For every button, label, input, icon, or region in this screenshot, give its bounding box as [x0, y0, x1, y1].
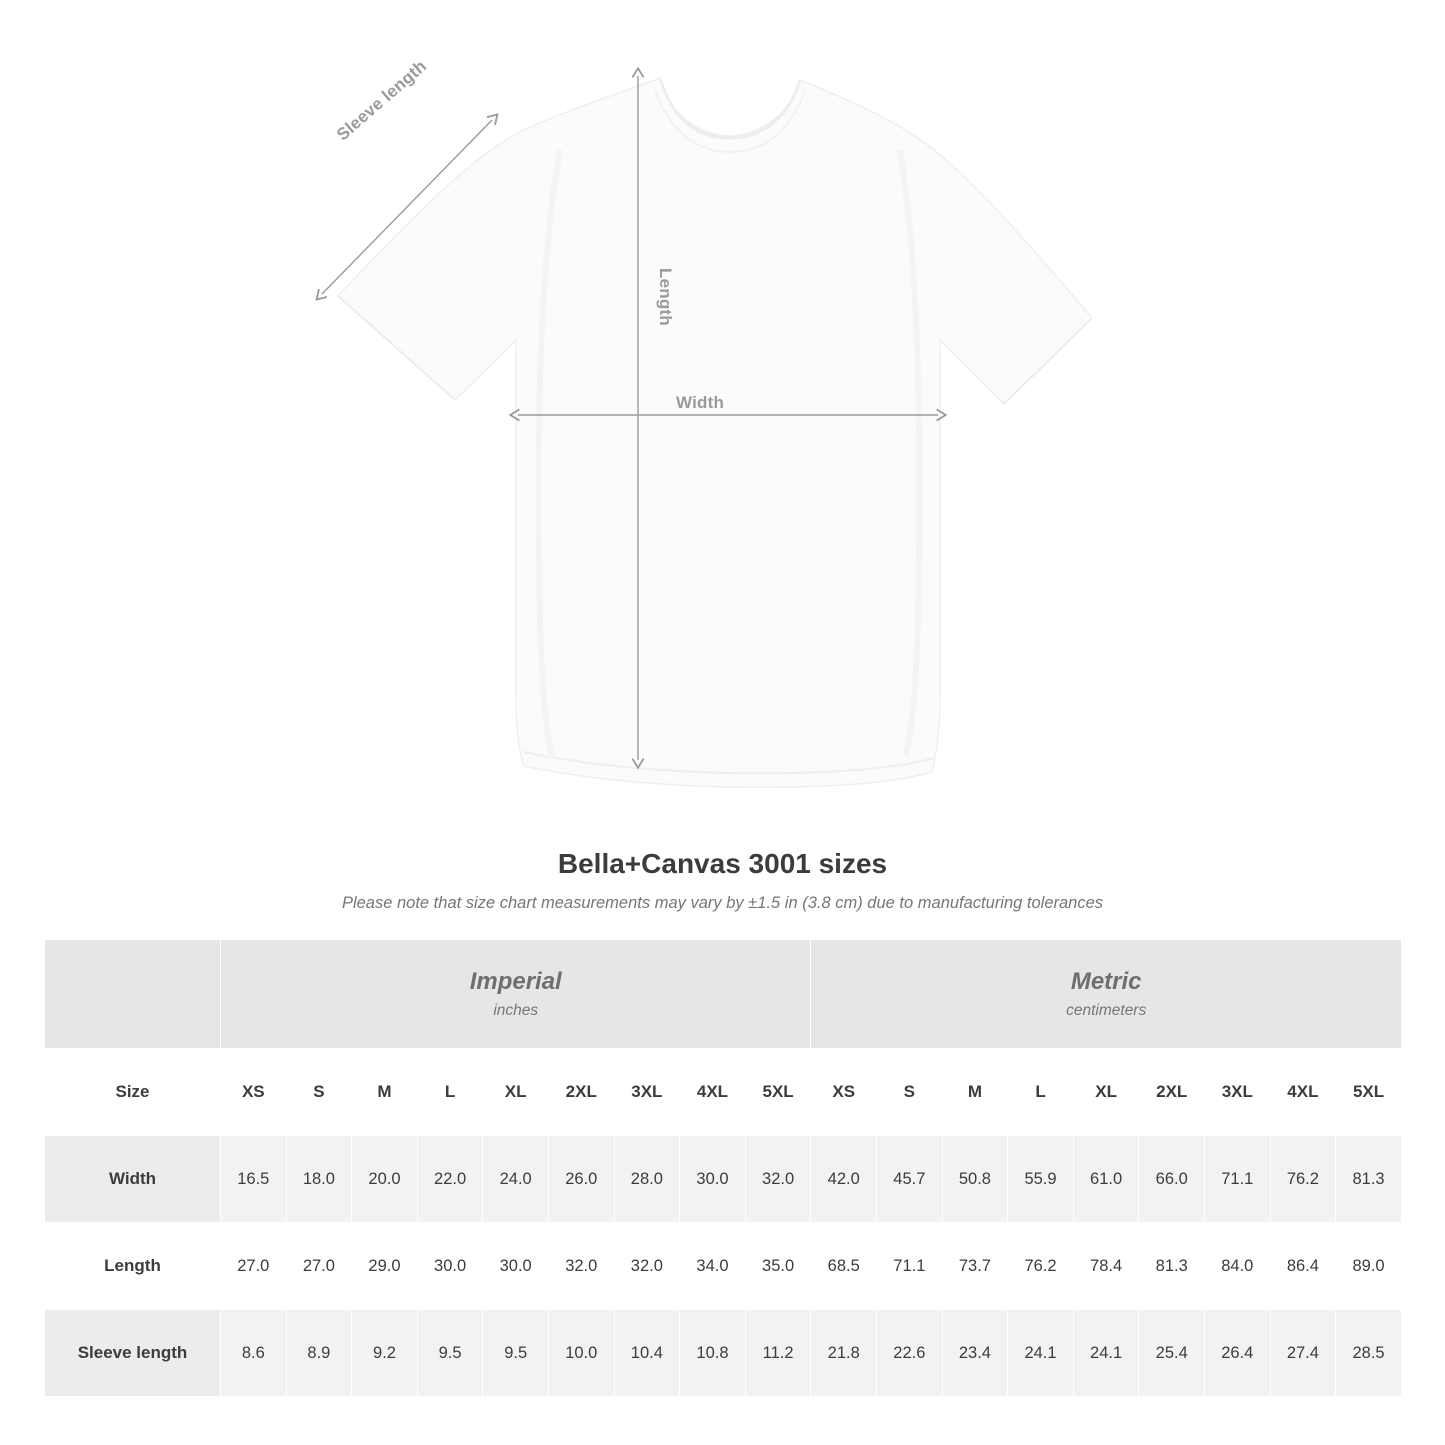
header-size-s-metric: S — [877, 1049, 943, 1136]
tshirt-shape — [338, 78, 1092, 787]
row-label-width: Width — [45, 1136, 221, 1223]
cell-length-11: 73.7 — [942, 1223, 1008, 1310]
header-size-4xl-imperial: 4XL — [680, 1049, 746, 1136]
header-size-2xl-metric: 2XL — [1139, 1049, 1205, 1136]
unit-header-imperial — [221, 940, 811, 1049]
cell-length-7: 34.0 — [680, 1223, 746, 1310]
cell-length-6: 32.0 — [614, 1223, 680, 1310]
unit-name-metric: Metric — [1070, 968, 1142, 996]
cell-sleeve-5: 10.0 — [548, 1310, 614, 1397]
cell-sleeve-15: 26.4 — [1205, 1310, 1271, 1397]
cell-width-1: 18.0 — [286, 1136, 352, 1223]
cell-length-10: 71.1 — [877, 1223, 943, 1310]
cell-sleeve-1: 8.9 — [286, 1310, 352, 1397]
cell-width-16: 76.2 — [1270, 1136, 1336, 1223]
cell-length-2: 29.0 — [352, 1223, 418, 1310]
row-label-length: Length — [45, 1223, 221, 1310]
cell-width-15: 71.1 — [1205, 1136, 1271, 1223]
cell-sleeve-0: 8.6 — [221, 1310, 287, 1397]
page-title: Bella+Canvas 3001 sizes — [557, 848, 888, 879]
header-size-m-metric: M — [942, 1049, 1008, 1136]
cell-sleeve-16: 27.4 — [1270, 1310, 1336, 1397]
unit-header-row — [45, 940, 1402, 1049]
header-size-xl-imperial: XL — [483, 1049, 549, 1136]
cell-width-9: 42.0 — [811, 1136, 877, 1223]
cell-length-13: 78.4 — [1073, 1223, 1139, 1310]
header-size-xs-imperial: XS — [221, 1049, 287, 1136]
cell-length-8: 35.0 — [745, 1223, 811, 1310]
header-size-5xl-metric: 5XL — [1336, 1049, 1402, 1136]
cell-length-0: 27.0 — [221, 1223, 287, 1310]
cell-length-9: 68.5 — [811, 1223, 877, 1310]
size-header-row — [45, 1049, 1402, 1136]
header-size-m-imperial: M — [352, 1049, 418, 1136]
cell-width-14: 66.0 — [1139, 1136, 1205, 1223]
cell-length-3: 30.0 — [417, 1223, 483, 1310]
cell-sleeve-9: 21.8 — [811, 1310, 877, 1397]
cell-length-12: 76.2 — [1008, 1223, 1074, 1310]
cell-width-4: 24.0 — [483, 1136, 549, 1223]
title-block — [0, 848, 1445, 913]
cell-sleeve-10: 22.6 — [877, 1310, 943, 1397]
cell-length-5: 32.0 — [548, 1223, 614, 1310]
header-size: Size — [45, 1049, 221, 1136]
cell-width-2: 20.0 — [352, 1136, 418, 1223]
cell-length-16: 86.4 — [1270, 1223, 1336, 1310]
width-label: Width — [676, 393, 725, 412]
header-size-s-imperial: S — [286, 1049, 352, 1136]
unit-name-imperial: Imperial — [469, 968, 562, 996]
header-size-5xl-imperial: 5XL — [745, 1049, 811, 1136]
cell-sleeve-4: 9.5 — [483, 1310, 549, 1397]
cell-length-4: 30.0 — [483, 1223, 549, 1310]
cell-sleeve-8: 11.2 — [745, 1310, 811, 1397]
cell-width-7: 30.0 — [680, 1136, 746, 1223]
header-size-3xl-imperial: 3XL — [614, 1049, 680, 1136]
cell-length-1: 27.0 — [286, 1223, 352, 1310]
header-size-xs-metric: XS — [811, 1049, 877, 1136]
row-label-sleeve-length: Sleeve length — [45, 1310, 221, 1397]
length-label: Length — [656, 268, 675, 326]
size-table-wrapper — [44, 939, 1401, 1397]
cell-sleeve-7: 10.8 — [680, 1310, 746, 1397]
cell-width-13: 61.0 — [1073, 1136, 1139, 1223]
cell-sleeve-3: 9.5 — [417, 1310, 483, 1397]
cell-length-14: 81.3 — [1139, 1223, 1205, 1310]
unit-sub-metric: centimeters — [1066, 1001, 1147, 1019]
cell-width-8: 32.0 — [745, 1136, 811, 1223]
table-row — [45, 1310, 1402, 1397]
cell-width-6: 28.0 — [614, 1136, 680, 1223]
header-size-xl-metric: XL — [1073, 1049, 1139, 1136]
cell-sleeve-6: 10.4 — [614, 1310, 680, 1397]
cell-sleeve-13: 24.1 — [1073, 1310, 1139, 1397]
header-size-3xl-metric: 3XL — [1205, 1049, 1271, 1136]
table-row — [45, 1136, 1402, 1223]
unit-header-spacer — [45, 940, 221, 1049]
header-size-2xl-imperial: 2XL — [548, 1049, 614, 1136]
cell-sleeve-12: 24.1 — [1008, 1310, 1074, 1397]
cell-width-0: 16.5 — [221, 1136, 287, 1223]
unit-header-metric — [811, 940, 1401, 1049]
cell-sleeve-11: 23.4 — [942, 1310, 1008, 1397]
cell-width-3: 22.0 — [417, 1136, 483, 1223]
cell-width-17: 81.3 — [1336, 1136, 1402, 1223]
tolerance-note: Please note that size chart measurements may vary by ±1.5 in (3.8 cm) due to manufacturing tolerances — [341, 894, 1104, 912]
cell-length-15: 84.0 — [1205, 1223, 1271, 1310]
cell-sleeve-17: 28.5 — [1336, 1310, 1402, 1397]
cell-width-12: 55.9 — [1008, 1136, 1074, 1223]
size-table — [44, 939, 1402, 1397]
cell-width-11: 50.8 — [942, 1136, 1008, 1223]
header-size-l-metric: L — [1008, 1049, 1074, 1136]
cell-width-10: 45.7 — [877, 1136, 943, 1223]
unit-sub-imperial: inches — [493, 1001, 539, 1019]
cell-sleeve-2: 9.2 — [352, 1310, 418, 1397]
header-size-l-imperial: L — [417, 1049, 483, 1136]
cell-sleeve-14: 25.4 — [1139, 1310, 1205, 1397]
table-row — [45, 1223, 1402, 1310]
sleeve-length-label: Sleeve length — [333, 56, 431, 145]
header-size-4xl-metric: 4XL — [1270, 1049, 1336, 1136]
cell-length-17: 89.0 — [1336, 1223, 1402, 1310]
cell-width-5: 26.0 — [548, 1136, 614, 1223]
